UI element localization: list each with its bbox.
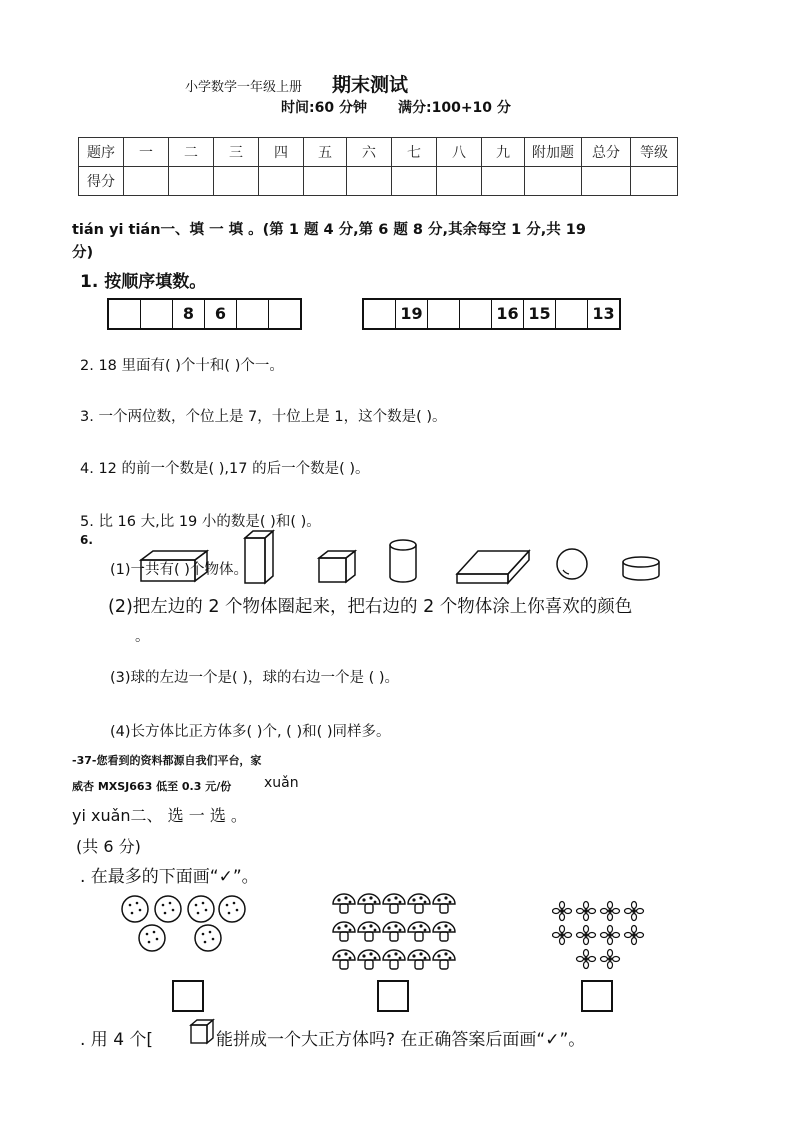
answer-box-apples[interactable] bbox=[172, 980, 204, 1012]
mushroom-icon bbox=[333, 922, 355, 941]
mushroom-icon bbox=[383, 950, 405, 969]
cube-icon bbox=[189, 1018, 215, 1046]
question-1: 1. 按顺序填数。 bbox=[80, 272, 207, 292]
question-2: 2. 18 里面有( )个十和( )个一。 bbox=[80, 358, 284, 374]
time-label: 时间:60 分钟 bbox=[281, 100, 367, 116]
table-cell: 七 bbox=[392, 138, 437, 167]
mushroom-icon bbox=[408, 894, 430, 913]
flower-icon bbox=[577, 926, 596, 945]
mushroom-icon bbox=[358, 950, 380, 969]
table-cell: 五 bbox=[304, 138, 347, 167]
section2-heading: yi xuǎn二、 选 一 选 。 bbox=[72, 806, 247, 825]
question-3: 3. 一个两位数，个位上是 7，十位上是 1，这个数是( )。 bbox=[80, 409, 447, 425]
table-cell[interactable] bbox=[124, 167, 169, 196]
cube-icon bbox=[316, 548, 358, 584]
flower-icon bbox=[625, 902, 644, 921]
sequence-cell[interactable] bbox=[556, 300, 588, 328]
section2-question-2a: . 用 4 个[ bbox=[80, 1030, 154, 1050]
sequence-cell: 16 bbox=[492, 300, 524, 328]
table-cell[interactable] bbox=[304, 167, 347, 196]
mushroom-icon bbox=[433, 922, 455, 941]
sequence-cell[interactable] bbox=[269, 300, 300, 328]
table-cell[interactable] bbox=[582, 167, 631, 196]
table-cell[interactable] bbox=[631, 167, 678, 196]
table-cell[interactable] bbox=[169, 167, 214, 196]
apple-icon bbox=[139, 925, 165, 951]
cylinder-icon bbox=[387, 537, 419, 585]
exam-subtitle: 小学数学一年级上册 bbox=[185, 80, 303, 95]
apple-group bbox=[118, 893, 248, 955]
table-cell: 得分 bbox=[79, 167, 124, 196]
sequence-cell[interactable] bbox=[428, 300, 460, 328]
sequence-cell[interactable] bbox=[237, 300, 269, 328]
table-cell: 一 bbox=[124, 138, 169, 167]
section2-points: (共 6 分) bbox=[76, 837, 141, 856]
apple-icon bbox=[188, 896, 214, 922]
table-cell: 八 bbox=[437, 138, 482, 167]
table-cell: 四 bbox=[259, 138, 304, 167]
apple-icon bbox=[155, 896, 181, 922]
sequence-cell: 19 bbox=[396, 300, 428, 328]
mushroom-icon bbox=[408, 950, 430, 969]
flower-icon bbox=[577, 902, 596, 921]
sequence-cell: 13 bbox=[592, 304, 615, 323]
mushroom-icon bbox=[358, 922, 380, 941]
mushroom-icon bbox=[358, 894, 380, 913]
question-4: 4. 12 的前一个数是( ),17 的后一个数是( )。 bbox=[80, 461, 370, 477]
sequence-cell[interactable] bbox=[141, 300, 173, 328]
mushroom-icon bbox=[433, 950, 455, 969]
score-table-score-row bbox=[79, 167, 678, 196]
flower-group bbox=[552, 900, 652, 972]
sequence-cell[interactable] bbox=[109, 300, 141, 328]
score-label: 满分:100+10 分 bbox=[398, 100, 511, 116]
flower-icon bbox=[601, 902, 620, 921]
notice-line-1: -37-您看到的资料都源自我们平台，家 bbox=[72, 754, 262, 767]
flower-icon bbox=[553, 926, 572, 945]
pinyin-tail: xuǎn bbox=[264, 775, 299, 791]
apple-icon bbox=[122, 896, 148, 922]
table-cell: 题序 bbox=[79, 138, 124, 167]
sequence-cell[interactable] bbox=[460, 300, 492, 328]
flower-icon bbox=[601, 950, 620, 969]
mushroom-icon bbox=[408, 922, 430, 941]
mushroom-icon bbox=[333, 894, 355, 913]
apple-icon bbox=[219, 896, 245, 922]
table-cell[interactable] bbox=[525, 167, 582, 196]
answer-box-mushrooms[interactable] bbox=[377, 980, 409, 1012]
answer-box-flowers[interactable] bbox=[581, 980, 613, 1012]
table-cell[interactable] bbox=[437, 167, 482, 196]
mushroom-icon bbox=[333, 950, 355, 969]
sequence-right bbox=[362, 298, 621, 330]
table-cell: 等级 bbox=[631, 138, 678, 167]
mushroom-group bbox=[332, 893, 460, 977]
question-6-3: (3)球的左边一个是( )，球的右边一个是 ( )。 bbox=[110, 670, 399, 686]
section1-heading: tián yi tián一、填 一 填 。(第 1 题 4 分,第 6 题 8 分,其余每空 1 分,共 19 bbox=[72, 222, 586, 238]
question-5: 5. 比 16 大,比 19 小的数是( )和( )。 bbox=[80, 514, 321, 530]
table-cell[interactable] bbox=[347, 167, 392, 196]
table-cell: 九 bbox=[482, 138, 525, 167]
mushroom-icon bbox=[383, 922, 405, 941]
apple-icon bbox=[195, 925, 221, 951]
notice-line-2: 威杏 MXSJ663 低至 0.3 元/份 bbox=[72, 780, 232, 793]
section2-question-1: . 在最多的下面画“✓”。 bbox=[80, 867, 259, 887]
question-6-1: (1)一共有( )个物体。 bbox=[110, 562, 248, 578]
flower-icon bbox=[577, 950, 596, 969]
exam-title: 期末测试 bbox=[332, 74, 409, 96]
cuboid-wide-icon bbox=[454, 548, 532, 586]
section2-question-2b: 能拼成一个大正方体吗? 在正确答案后面画“✓”。 bbox=[216, 1030, 586, 1050]
mushroom-icon bbox=[433, 894, 455, 913]
table-cell[interactable] bbox=[259, 167, 304, 196]
sequence-cell: 6 bbox=[205, 300, 237, 328]
table-cell: 附加题 bbox=[525, 138, 582, 167]
table-cell: 总分 bbox=[582, 138, 631, 167]
question-6-2-cont: 。 bbox=[135, 629, 150, 645]
flower-icon bbox=[553, 902, 572, 921]
sequence-left bbox=[107, 298, 302, 330]
score-table bbox=[78, 137, 678, 196]
question-6-4: (4)长方体比正方体多( )个, ( )和( )同样多。 bbox=[110, 724, 391, 740]
table-cell[interactable] bbox=[482, 167, 525, 196]
short-cylinder-icon bbox=[620, 554, 662, 584]
table-cell[interactable] bbox=[214, 167, 259, 196]
flower-icon bbox=[625, 926, 644, 945]
table-cell: 二 bbox=[169, 138, 214, 167]
section1-heading-cont: 分) bbox=[72, 245, 94, 261]
table-cell: 三 bbox=[214, 138, 259, 167]
sequence-cell: 8 bbox=[173, 300, 205, 328]
sequence-cell[interactable] bbox=[364, 300, 396, 328]
mushroom-icon bbox=[383, 894, 405, 913]
score-table-header-row bbox=[79, 138, 678, 167]
table-cell: 六 bbox=[347, 138, 392, 167]
flower-icon bbox=[601, 926, 620, 945]
sphere-icon bbox=[554, 546, 590, 582]
sequence-cell: 15 bbox=[524, 300, 556, 328]
question-6-2: (2)把左边的 2 个物体圈起来，把右边的 2 个物体涂上你喜欢的颜色 bbox=[108, 597, 633, 617]
table-cell[interactable] bbox=[392, 167, 437, 196]
question-6-number: 6. bbox=[80, 533, 93, 547]
